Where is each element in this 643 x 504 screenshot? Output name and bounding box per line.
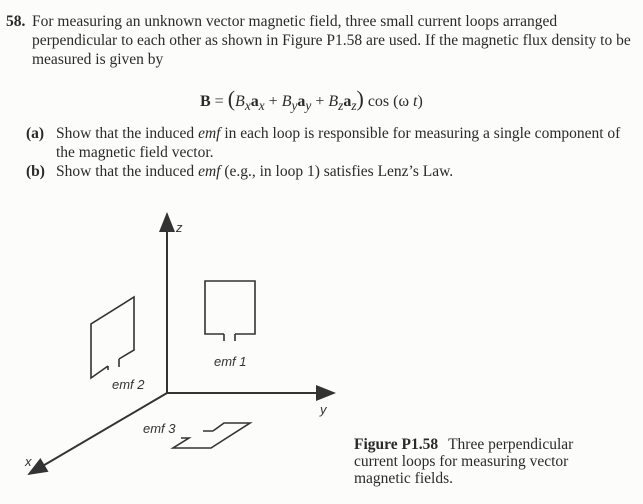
problem-text: For measuring an unknown vector magnetic field, three small current loops arranged perpendicular to each other as shown in Figure P1.58 are used. If the magnetic flux density to be measured is given by [32, 13, 631, 68]
loop-3 [173, 423, 250, 448]
svg-text:emf 3: emf 3 [143, 421, 176, 436]
svg-text:z: z [176, 220, 183, 235]
loop-2 [91, 297, 134, 378]
loop-1 [205, 281, 255, 341]
svg-text:emf 2: emf 2 [112, 377, 145, 392]
figure-caption: Figure P1.58 Three perpendicular current loops for measuring vector magnetic fields. [354, 436, 574, 487]
field-equation: $B = (B_xa_x + B_ya_y + B_za_z)$ cos (ω t) [200, 86, 423, 114]
problem-number: 58. [6, 13, 26, 30]
svg-text:x: x [25, 454, 32, 469]
part-a: (a) Show that the induced emf in each loop is responsible for measuring a single component of the magnetic field vector. [26, 125, 621, 161]
svg-text:emf 1: emf 1 [214, 354, 247, 369]
svg-text:y: y [320, 402, 327, 417]
part-b: (b) Show that the induced emf (e.g., in loop 1) satisfies Lenz’s Law. [26, 163, 454, 180]
